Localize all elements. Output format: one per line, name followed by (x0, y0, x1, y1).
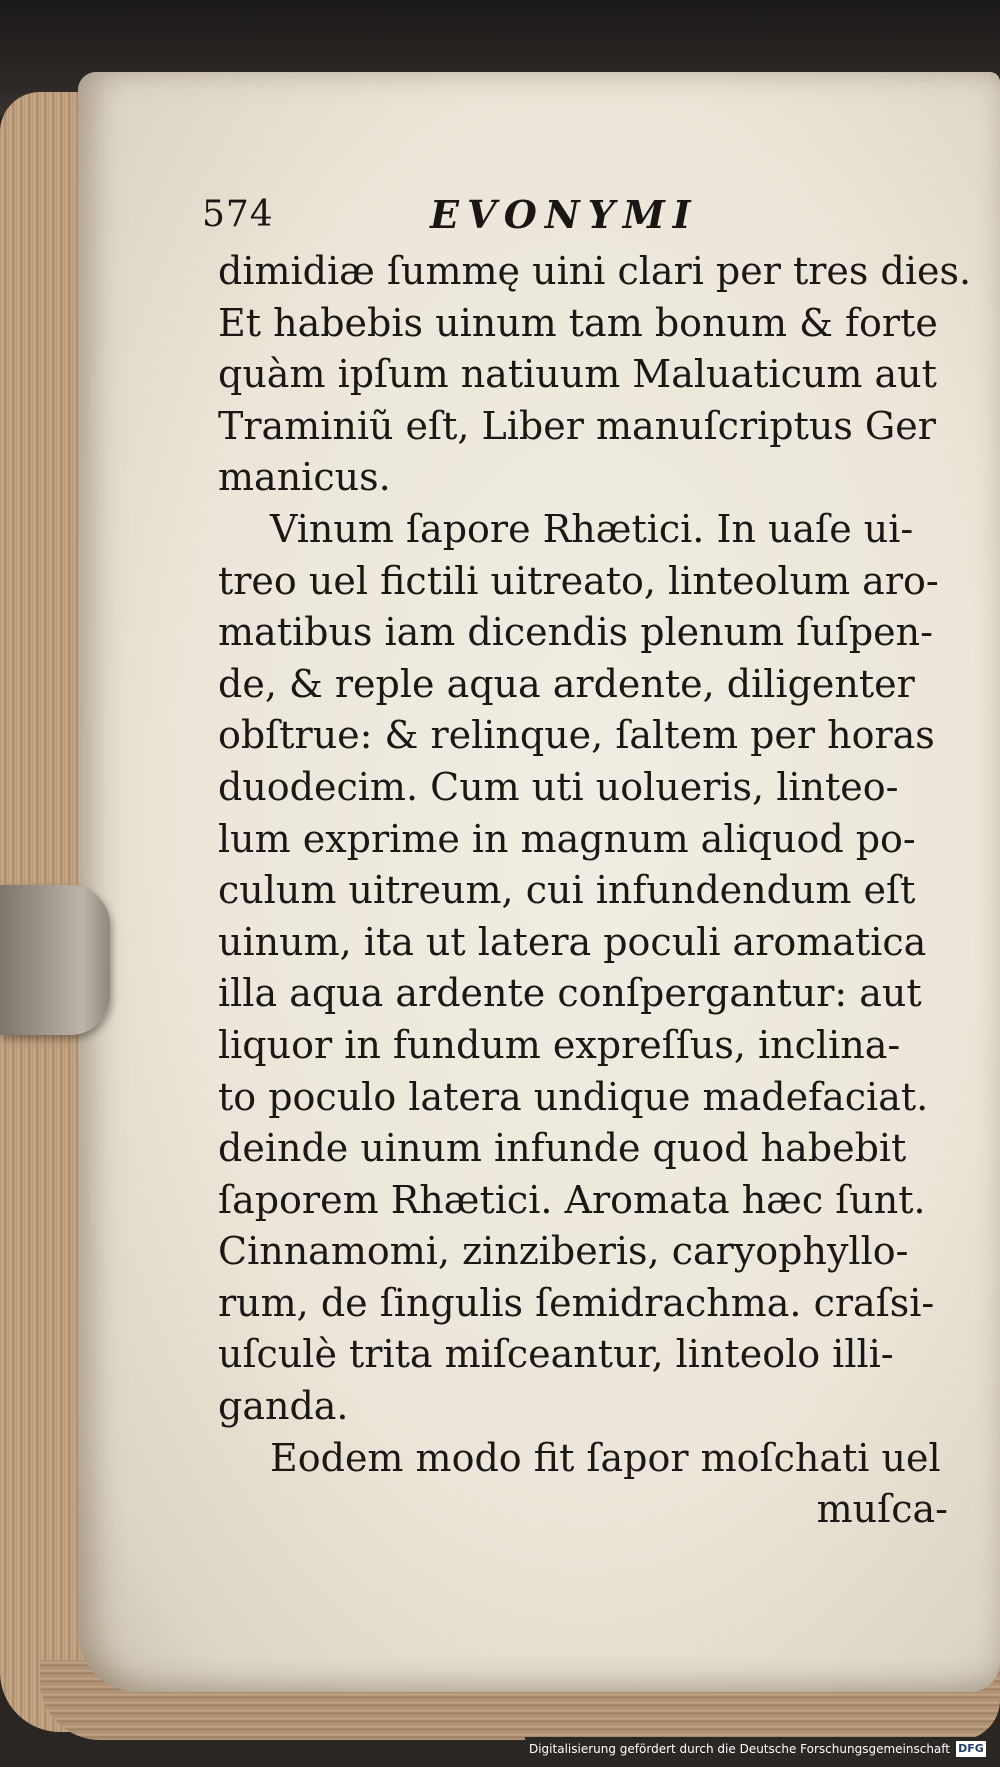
running-head: EVONYMI (430, 192, 699, 237)
text-line: Eodem modo fit ſapor moſchati uel (270, 1435, 941, 1480)
text-line: dimidiæ ſummę uini clari per tres dies. (218, 249, 972, 293)
text-line: Et habebis uinum tam bonum & forte (218, 300, 938, 345)
text-line: duodecim. Cum uti uolueris, linteo- (218, 764, 899, 809)
text-line: Traminiũ eſt, Liber manuſcriptus Ger (218, 403, 936, 448)
text-line: culum uitreum, cui infundendum eſt (218, 868, 916, 913)
text-line: quàm ipſum natiuum Maluaticum aut (218, 352, 937, 397)
page-clip (0, 885, 110, 1035)
body-text (218, 246, 972, 1536)
text-line: rum, de ſingulis ſemidrachma. craſsi- (218, 1280, 935, 1325)
dfg-logo-icon: DFG (956, 1741, 986, 1757)
text-line: deinde uinum infunde quod habebit (218, 1126, 907, 1171)
text-line: illa aqua ardente conſpergantur: aut (218, 971, 922, 1016)
text-line: de, & reple aqua ardente, diligenter (218, 661, 915, 706)
text-line: Cinnamomi, zinziberis, caryophyllo- (218, 1229, 909, 1274)
digitization-credit (525, 1737, 990, 1761)
page-header (202, 186, 822, 246)
text-line: to poculo latera undique madefaciat. (218, 1074, 929, 1119)
text-line: uſculè trita miſceantur, linteolo illi- (218, 1332, 894, 1377)
text-line: obſtrue: & relinque, ſaltem per horas (218, 713, 935, 758)
text-line: liquor in fundum expreſſus, inclina- (218, 1022, 901, 1067)
text-line: treo uel fictili uitreato, linteolum aro- (218, 558, 939, 603)
text-line: manicus. (218, 455, 391, 500)
text-line: lum exprime in magnum aliquod po- (218, 816, 916, 861)
page-number: 574 (202, 194, 274, 235)
text-line: ſaporem Rhætici. Aromata hæc ſunt. (218, 1177, 926, 1222)
text-line: Vinum ſapore Rhætici. In uaſe ui- (270, 506, 914, 551)
text-line: matibus iam dicendis plenum ſuſpen- (218, 610, 933, 655)
text-line: ganda. (218, 1384, 349, 1429)
credit-text: Digitalisierung gefördert durch die Deutsche Forschungsgemeinschaft (528, 1742, 950, 1756)
catchword: muſca- (816, 1487, 948, 1532)
text-line: uinum, ita ut latera poculi aromatica (218, 919, 927, 964)
